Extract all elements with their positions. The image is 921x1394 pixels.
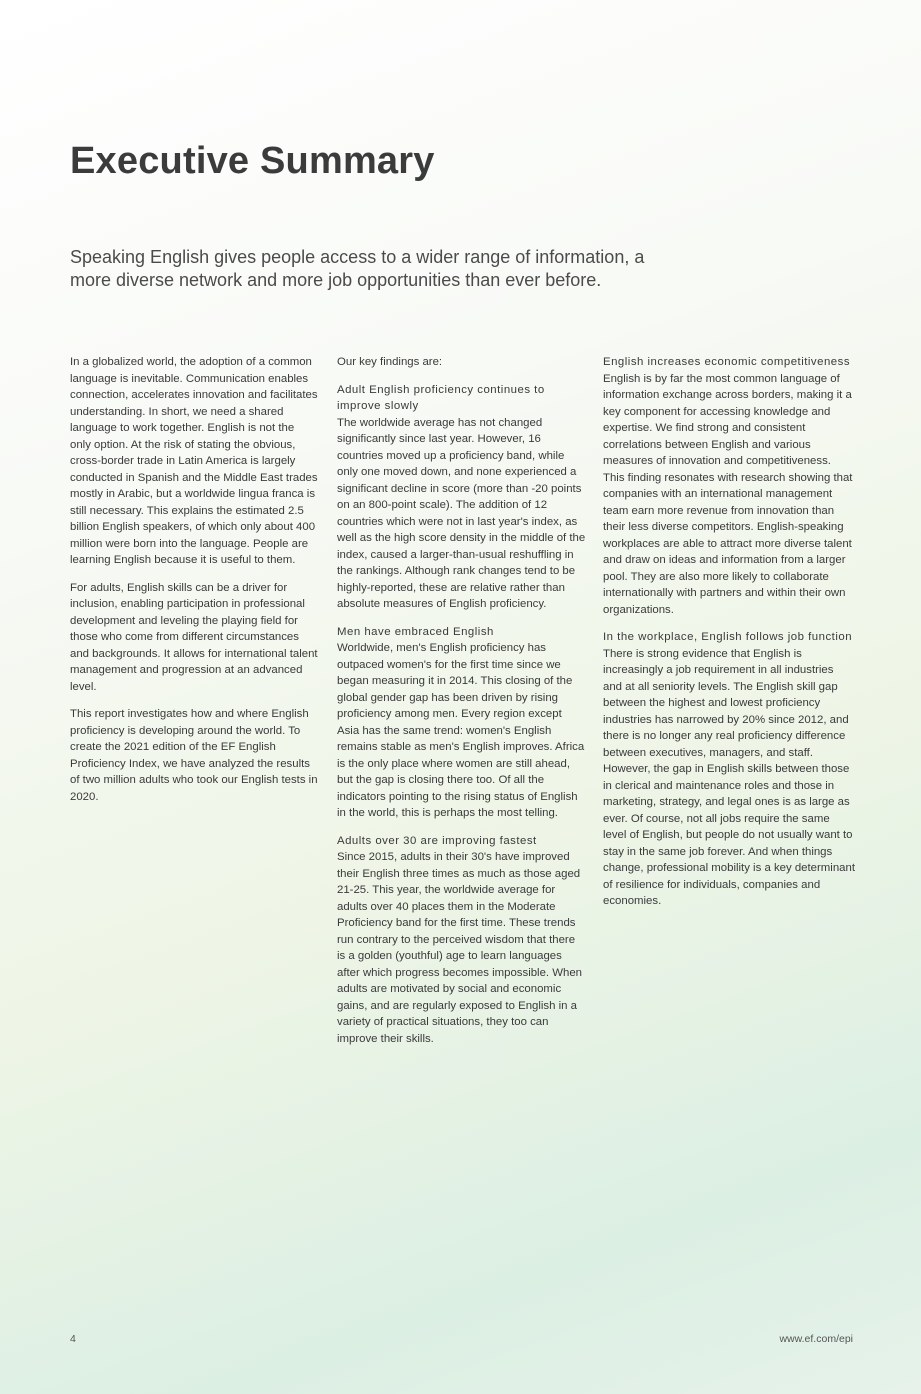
- paragraph: In a globalized world, the adoption of a common language is inevitable. Communication enables connection, accelerates innovation and facilitates understanding. In short, we need a shared language to work together. English is not the only option. At the risk of stating the obvious, cross-border trade in Latin America is largely conducted in Spanish and the Middle East trades mostly in Arabic, but a worldwide lingua franca is still necessary. This explains the estimated 2.5 billion English speakers, of which only about 400 million were born into the language. People are learning English because it is useful to them.: [70, 356, 318, 566]
- finding-body: Worldwide, men's English proficiency has outpaced women's for the first time since we began measuring it in 2014. This closing of the global gender gap has been driven by rising proficiency among men. Every region except Asia has the same trend: women's English remains stable as men's English improves. Africa is the only place where women are still ahead, but the gap is closing there too. Of all the indicators pointing to the rising status of English in the world, this is perhaps the most telling.: [337, 642, 585, 819]
- finding-heading: English increases economic competitiveness: [603, 356, 851, 368]
- paragraph: For adults, English skills can be a driver for inclusion, enabling participation in professional development and leveling the playing field for those who come from different circumstances and backgrounds. It allows for international talent management and progression at an advanced level.: [70, 581, 318, 693]
- finding-body: The worldwide average has not changed significantly since last year. However, 16 countries moved up a proficiency band, while only one moved down, and none experienced a significant decline in score (more than -20 points on an 800-point scale). The addition of 12 countries which were not in last year's index, as well as the high score density in the middle of the index, caused a larger-than-usual reshuffling in the rankings. Although rank changes tend to be highly-reported, these are relative rather than absolute measures of English proficiency.: [337, 416, 586, 610]
- lead-paragraph: Speaking English gives people access to a wider range of information, a more diverse network and more job opportunities than ever before.: [70, 247, 645, 290]
- finding-heading: Adults over 30 are improving fastest: [337, 834, 537, 847]
- page-number: 4: [70, 1333, 76, 1345]
- finding-body: English is by far the most common language of information exchange across borders, making it a key component for accessing knowledge and expertise. We find strong and consistent correlations between English and various measures of innovation and competitiveness. This finding resonates with research showing that companies with an international management team earn more revenue from innovation than their less diverse competitors. English-speaking workplaces are able to attract more diverse talent and draw on ideas and information from a larger pool. They are also more likely to collaborate internationally with partners and within their own organizations.: [603, 372, 853, 616]
- column-1: [70, 354, 318, 816]
- finding-heading: In the workplace, English follows job function: [603, 631, 853, 643]
- paragraph: This report investigates how and where English proficiency is developing around the world. To create the 2021 edition of the EF English Proficiency Index, we have analyzed the results of two million adults who took our English tests in 2020.: [70, 708, 318, 803]
- findings-intro: Our key findings are:: [337, 356, 443, 368]
- column-2: [337, 354, 586, 1058]
- finding-heading: Adult English proficiency continues to improve slowly: [337, 383, 545, 412]
- finding-heading: Men have embraced English: [337, 625, 494, 638]
- column-3: [603, 354, 855, 921]
- finding-body: There is strong evidence that English is increasingly a job requirement in all industries and at all seniority levels. The English skill gap between the highest and lowest proficiency industries has narrowed by 20% since 2012, and there is no longer any real proficiency difference between executives, managers, and staff. However, the gap in English skills between those in clerical and maintenance roles and those in marketing, strategy, and legal ones is as large as ever. Of course, not all jobs require the same level of English, but people do not usually want to stay in the same job forever. And when things change, professional mobility is a key determinant of resilience for individuals, companies and economies.: [603, 647, 855, 907]
- footer-url: www.ef.com/epi: [779, 1333, 853, 1345]
- page-title: Executive Summary: [70, 140, 435, 182]
- finding-body: Since 2015, adults in their 30's have improved their English three times as much as those aged 21-25. This year, the worldwide average for adults over 40 places them in the Moderate Proficiency band for the first time. These trends run contrary to the perceived wisdom that there is a golden (youthful) age to learn languages after which progress becomes impossible. When adults are motivated by social and economic gains, and are regularly exposed to English in a variety of practical situations, they too can improve their skills.: [337, 851, 583, 1045]
